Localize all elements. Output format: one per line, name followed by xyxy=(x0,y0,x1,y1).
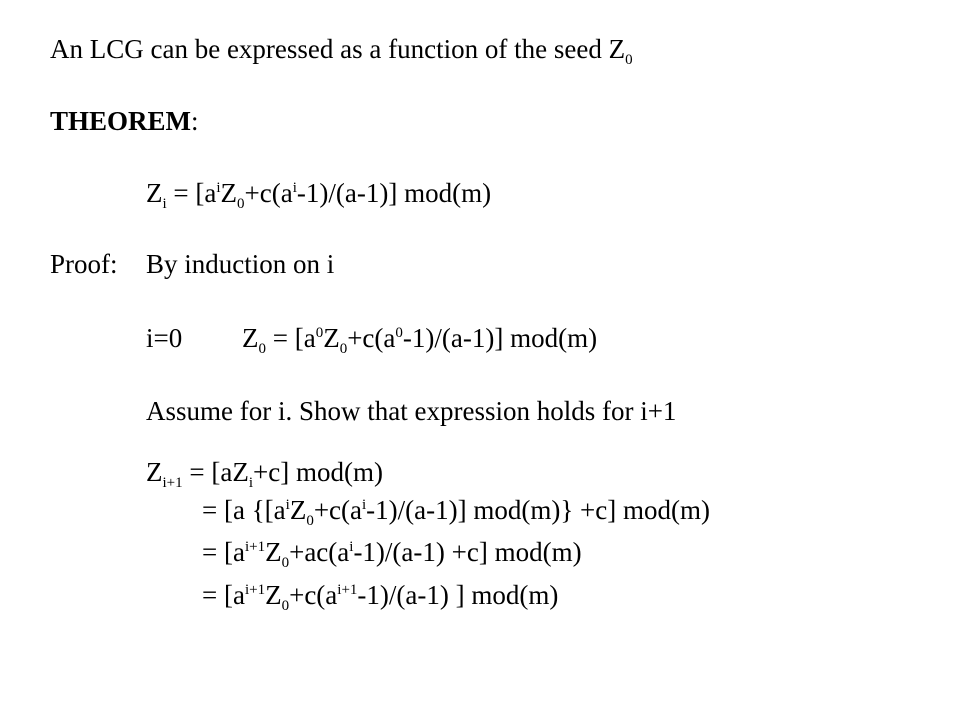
formula-part: +c(a xyxy=(289,580,338,610)
formula-part: Z xyxy=(220,178,238,208)
theorem-formula xyxy=(146,177,492,212)
formula-part: -1)/(a-1)] mod(m) xyxy=(402,323,598,353)
formula-superscript: 0 xyxy=(315,325,324,341)
base-case-label: i=0 xyxy=(146,323,183,353)
formula-superscript: i xyxy=(292,180,297,196)
step-line-1 xyxy=(146,456,383,491)
formula-part: Z xyxy=(242,323,259,353)
proof-label: Proof: xyxy=(50,249,118,279)
formula-subscript: i xyxy=(248,475,254,491)
formula-part: +c(a xyxy=(347,323,396,353)
assume-text: Assume for i. Show that expression holds for i+1 xyxy=(146,396,677,426)
formula-superscript: i+1 xyxy=(244,539,266,555)
intro-line xyxy=(50,33,633,68)
formula-subscript: 0 xyxy=(281,555,290,571)
formula-part: Z xyxy=(265,537,282,567)
formula-part: Z xyxy=(265,580,282,610)
formula-part: -1)/(a-1) +c] mod(m) xyxy=(353,537,582,567)
formula-superscript: i+1 xyxy=(337,582,358,598)
formula-part: = [aZ xyxy=(182,457,249,487)
formula-superscript: i xyxy=(349,539,354,555)
formula-part: Z xyxy=(146,457,163,487)
formula-part: Z xyxy=(323,323,340,353)
formula-superscript: i xyxy=(285,497,290,513)
formula-part: = [a xyxy=(266,323,316,353)
formula-superscript: i+1 xyxy=(244,582,266,598)
formula-subscript: i xyxy=(162,196,167,212)
formula-part: = [a xyxy=(202,580,245,610)
formula-part: = [a xyxy=(202,537,245,567)
theorem-label: THEOREM xyxy=(50,106,192,136)
step-line-3 xyxy=(202,536,582,571)
formula-subscript: i+1 xyxy=(162,475,183,491)
intro-subscript: 0 xyxy=(625,52,633,68)
formula-subscript: 0 xyxy=(281,598,290,614)
formula-part: = [a {[a xyxy=(202,495,286,525)
formula-part: = [a xyxy=(166,178,217,208)
formula-part: -1)/(a-1)] mod(m) xyxy=(296,178,492,208)
formula-part: -1)/(a-1)] mod(m)} +c] mod(m) xyxy=(366,495,710,525)
formula-subscript: 0 xyxy=(339,341,348,357)
formula-part: -1)/(a-1) ] mod(m) xyxy=(357,580,559,610)
formula-superscript: 0 xyxy=(395,325,403,341)
formula-subscript: 0 xyxy=(258,341,266,357)
step-line-4 xyxy=(202,579,559,614)
formula-part: +ac(a xyxy=(289,537,350,567)
theorem-heading xyxy=(50,105,199,137)
formula-part: +c(a xyxy=(244,178,293,208)
formula-part: Z xyxy=(289,495,307,525)
theorem-colon: : xyxy=(191,106,199,136)
formula-subscript: 0 xyxy=(306,513,314,529)
formula-superscript: i xyxy=(216,180,221,196)
formula-superscript: i xyxy=(362,497,367,513)
formula-part: +c(a xyxy=(313,495,362,525)
base-case-formula xyxy=(242,322,598,357)
intro-text: An LCG can be expressed as a function of the seed Z xyxy=(50,34,626,64)
step-line-2 xyxy=(202,494,710,529)
formula-part: +c] mod(m) xyxy=(253,457,383,487)
formula-part: Z xyxy=(146,178,163,208)
proof-text: By induction on i xyxy=(146,249,335,279)
formula-subscript: 0 xyxy=(237,196,245,212)
